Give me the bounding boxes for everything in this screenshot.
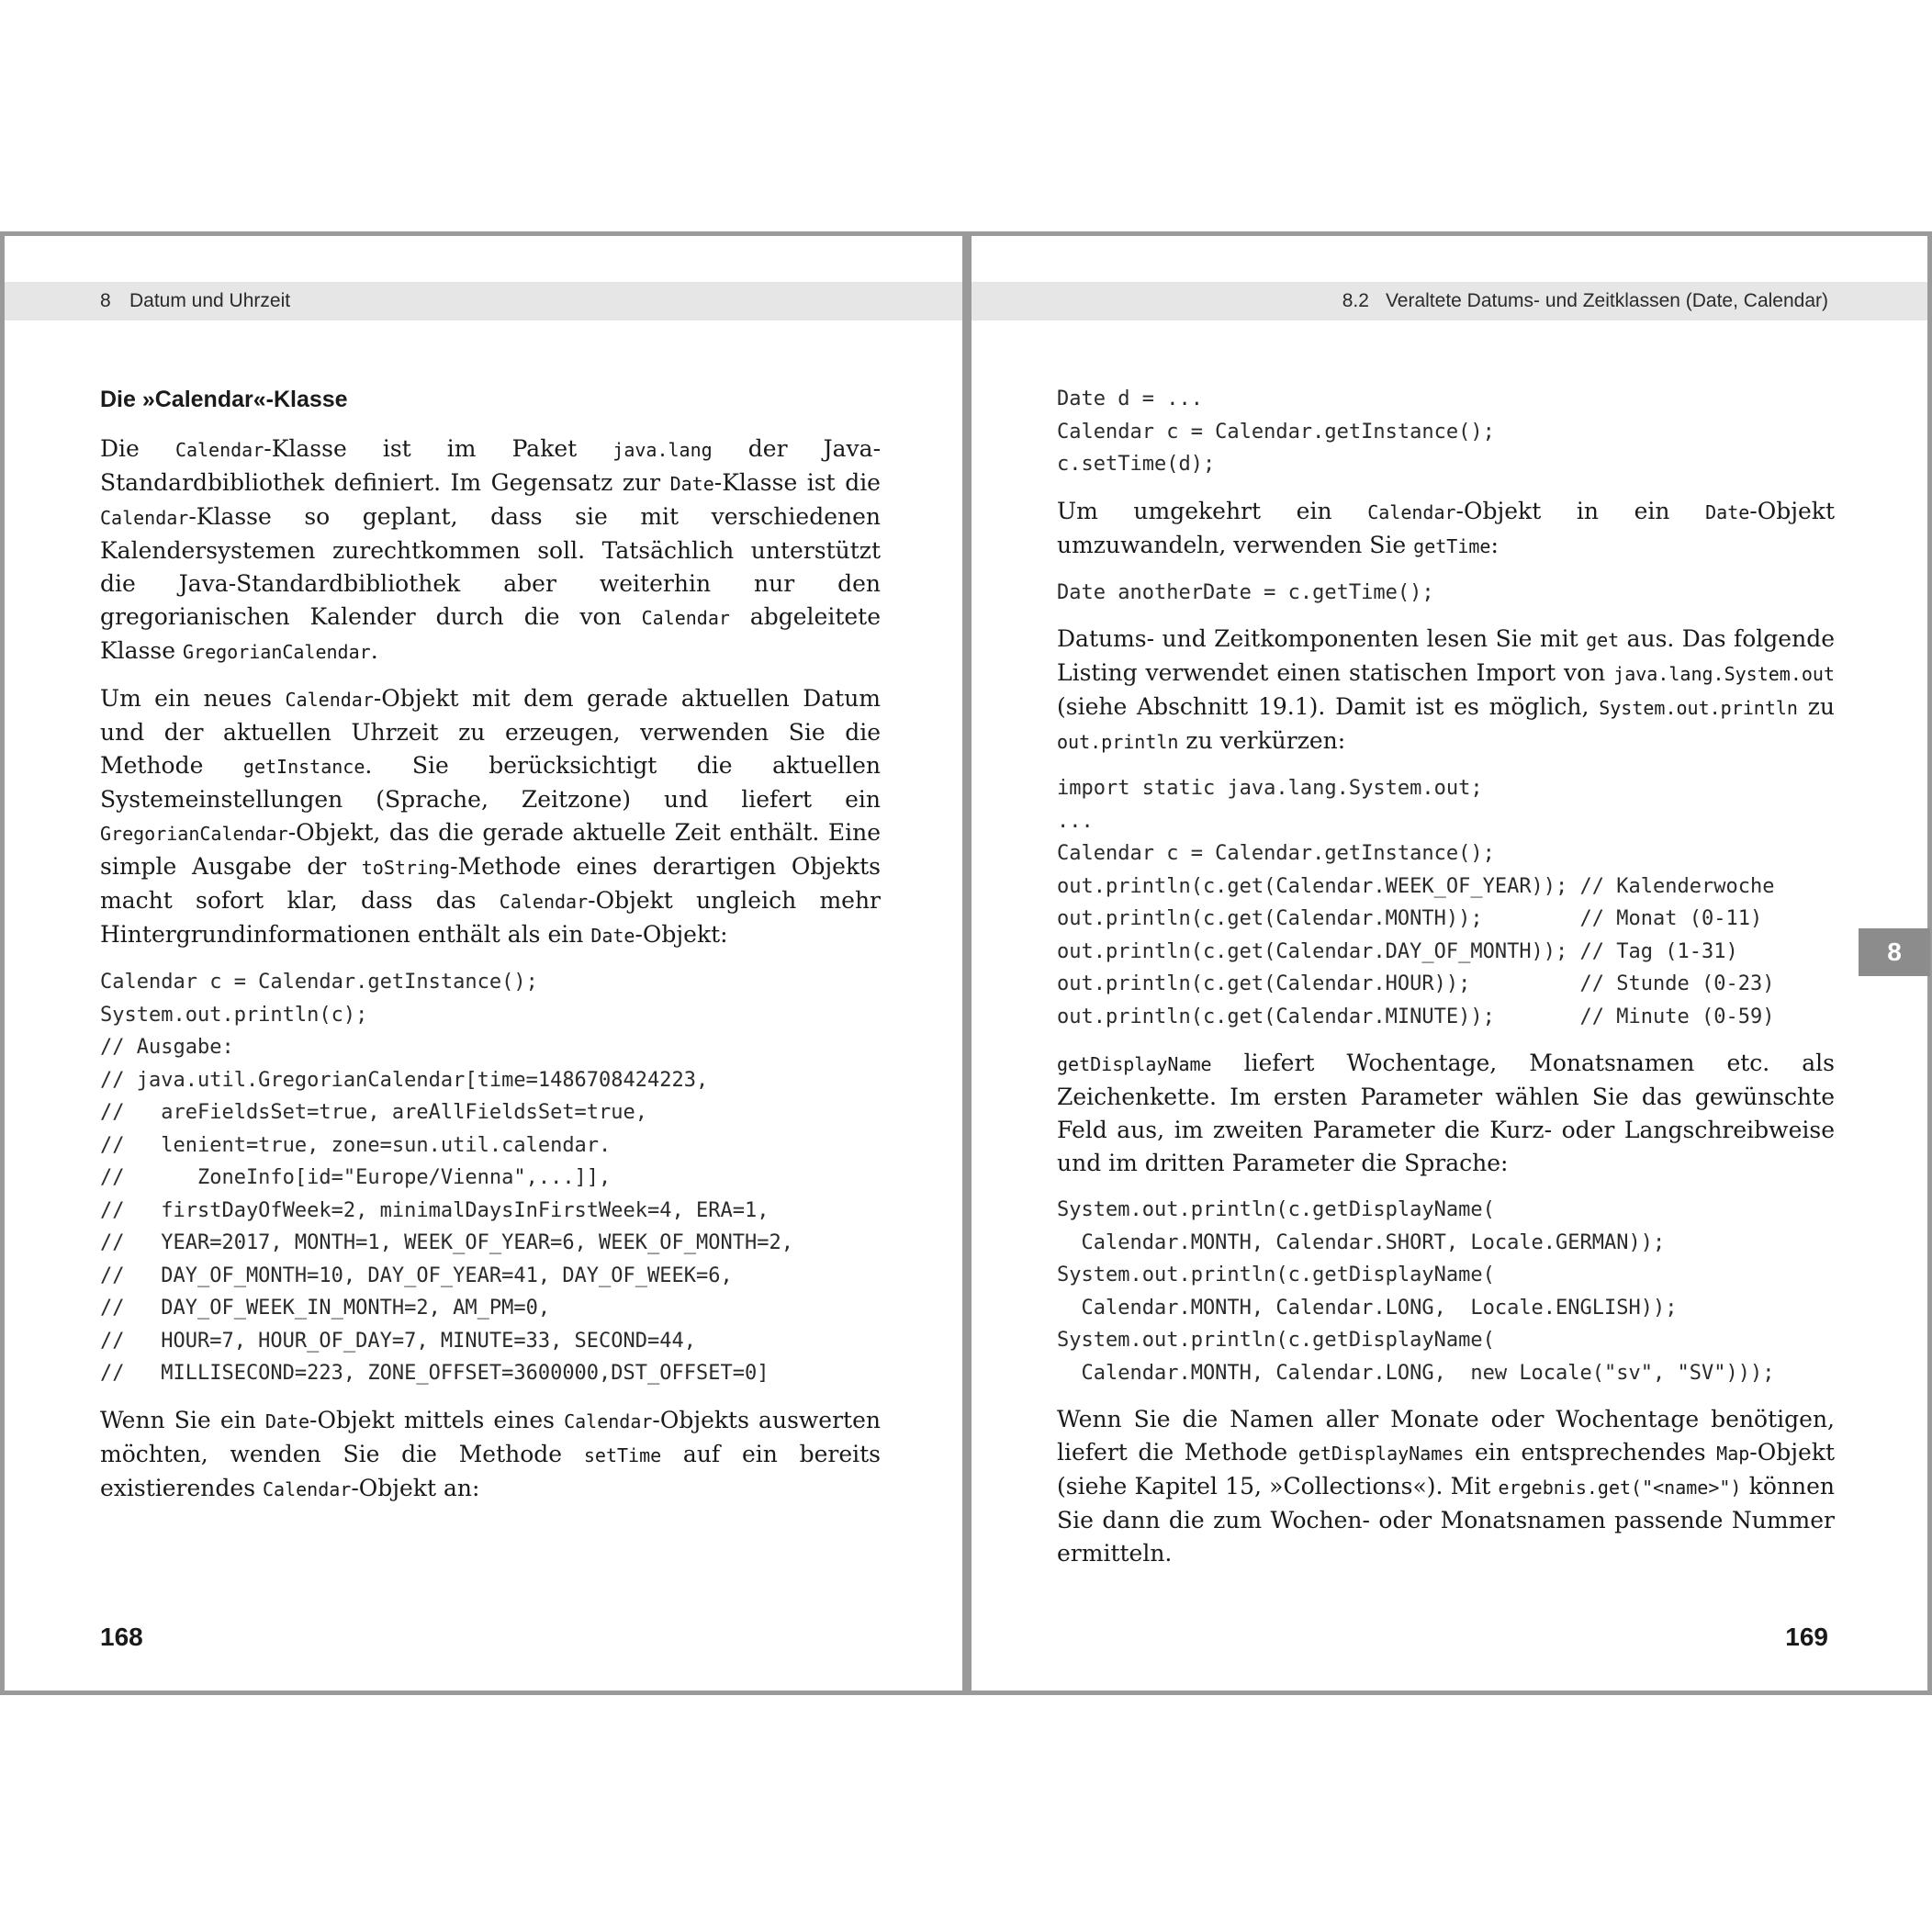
code-line: System.out.println(c); xyxy=(100,1003,368,1027)
chapter-title: Datum und Uhrzeit xyxy=(129,290,291,311)
paragraph: getDisplayName liefert Wochentage, Monatsnamen etc. als Zeichenkette. Im ersten Parameter wählen Sie das gewünschte Feld aus, im zweiten Parameter die Kurz- oder Langschreibweise und im dritten Parameter die Sprache: xyxy=(1057,1050,1835,1176)
code-line: // firstDayOfWeek=2, minimalDaysInFirstWeek=4, ERA=1, xyxy=(100,1198,769,1222)
code-listing xyxy=(1057,577,1835,610)
left-page xyxy=(0,231,967,1695)
page-number: 169 xyxy=(1785,1623,1828,1651)
code-listing xyxy=(100,966,881,1390)
code-line: // lenient=true, zone=sun.util.calendar. xyxy=(100,1133,612,1157)
right-page xyxy=(967,231,1932,1695)
code-line: Calendar c = Calendar.getInstance(); xyxy=(1057,420,1495,444)
page-content xyxy=(1057,383,1835,1584)
code-listing xyxy=(1057,1194,1835,1389)
code-line: Calendar.MONTH, Calendar.SHORT, Locale.GERMAN)); xyxy=(1057,1230,1666,1254)
code-line: out.println(c.get(Calendar.MINUTE)); // Minute (0-59) xyxy=(1057,1005,1775,1028)
code-line: Calendar c = Calendar.getInstance(); xyxy=(1057,842,1495,865)
code-line: ... xyxy=(1057,809,1094,833)
code-line: // DAY_OF_MONTH=10, DAY_OF_YEAR=41, DAY_OF_WEEK=6, xyxy=(100,1264,733,1287)
paragraph: Um umgekehrt ein Calendar-Objekt in ein Date-Objekt umzuwandeln, verwenden Sie getTime: xyxy=(1057,497,1835,558)
section-number: 8.2 xyxy=(1342,290,1369,311)
code-line: // areFieldsSet=true, areAllFieldsSet=true, xyxy=(100,1101,648,1124)
code-line: out.println(c.get(Calendar.MONTH)); // Monat (0-11) xyxy=(1057,907,1763,930)
code-line: Calendar c = Calendar.getInstance(); xyxy=(100,971,538,994)
paragraph: Wenn Sie ein Date-Objekt mittels eines Calendar-Objekts auswerten möchten, wenden Sie die Methode setTime auf ein bereits existierendes Calendar-Objekt an: xyxy=(100,1406,882,1501)
code-line: // Ausgabe: xyxy=(100,1036,234,1059)
code-line: // YEAR=2017, MONTH=1, WEEK_OF_YEAR=6, WEEK_OF_MONTH=2, xyxy=(100,1231,793,1254)
chapter-thumb-tab: 8 xyxy=(1859,928,1930,976)
chapter-number: 8 xyxy=(100,290,111,311)
code-listing xyxy=(1057,383,1835,481)
section-title: Die »Calendar«-Klasse xyxy=(100,387,348,412)
code-line: out.println(c.get(Calendar.WEEK_OF_YEAR)); // Kalenderwoche xyxy=(1057,874,1775,898)
code-line: System.out.println(c.getDisplayName( xyxy=(1057,1329,1495,1352)
code-listing xyxy=(1057,772,1835,1033)
code-line: System.out.println(c.getDisplayName( xyxy=(1057,1264,1495,1286)
paragraph: Wenn Sie die Namen aller Monate oder Wochentage benötigen, liefert die Methode getDisplayNames ein entsprechendes Map-Objekt (siehe Kapitel 15, »Collections«). Mit ergebnis.get("<name>") können Sie dann die zum Wochen- oder Monatsnamen passende Nummer ermitteln. xyxy=(1057,1406,1835,1567)
code-line: Calendar.MONTH, Calendar.LONG, Locale.ENGLISH)); xyxy=(1057,1296,1678,1320)
book-spread xyxy=(0,231,1932,1701)
code-line: c.setTime(d); xyxy=(1057,453,1216,476)
code-line: // ZoneInfo[id="Europe/Vienna",...]], xyxy=(100,1166,612,1189)
code-line: out.println(c.get(Calendar.DAY_OF_MONTH)); // Tag (1-31) xyxy=(1057,939,1738,963)
code-line: // MILLISECOND=223, ZONE_OFFSET=3600000,DST_OFFSET=0] xyxy=(100,1362,769,1385)
code-line: // DAY_OF_WEEK_IN_MONTH=2, AM_PM=0, xyxy=(100,1297,551,1320)
paragraph: Datums- und Zeitkomponenten lesen Sie mit get aus. Das folgende Listing verwendet einen statischen Import von java.lang.System.out (siehe Abschnitt 19.1). Damit ist es möglich, System.out.println zu out.println zu verkürzen: xyxy=(1057,625,1835,754)
running-head xyxy=(5,282,962,320)
section-heading: Veraltete Datums- und Zeitklassen (Date, Calendar) xyxy=(1385,290,1828,311)
code-line: // HOUR=7, HOUR_OF_DAY=7, MINUTE=33, SECOND=44, xyxy=(100,1329,697,1353)
code-line: Date d = ... xyxy=(1057,388,1203,410)
running-head xyxy=(972,282,1927,320)
page-content xyxy=(100,383,881,1520)
code-line: Date anotherDate = c.getTime(); xyxy=(1057,580,1434,604)
paragraph: Um ein neues Calendar-Objekt mit dem gerade aktuellen Datum und der aktuellen Uhrzeit zu erzeugen, verwenden Sie die Methode getInstance. Sie berücksichtigt die aktuellen Systemeinstellungen (Sprache, Zeitzone) und liefert ein GregorianCalendar-Objekt, das die gerade aktuelle Zeit enthält. Eine simple Ausgabe der toString-Methode eines derartigen Objekts macht sofort klar, dass das Calendar-Objekt ungleich mehr Hintergrundinformationen enthält als ein Date-Objekt: xyxy=(100,685,881,948)
paragraph: Die Calendar-Klasse ist im Paket java.lang der Java-Standardbibliothek definiert. Im Gegensatz zur Date-Klasse ist die Calendar-Klasse so geplant, dass sie mit verschiedenen Kalendersystemen zurechtkommen soll. Tatsächlich unterstützt die Java-Standardbibliothek aber weiterhin nur den gregorianischen Kalender durch die von Calendar abgeleitete Klasse GregorianCalendar. xyxy=(100,435,882,664)
code-line: // java.util.GregorianCalendar[time=1486708424223, xyxy=(100,1068,709,1092)
code-line: out.println(c.get(Calendar.HOUR)); // Stunde (0-23) xyxy=(1057,972,1775,995)
page-number: 168 xyxy=(100,1623,143,1651)
code-line: System.out.println(c.getDisplayName( xyxy=(1057,1198,1495,1221)
code-line: import static java.lang.System.out; xyxy=(1057,777,1483,800)
code-line: Calendar.MONTH, Calendar.LONG, new Locale("sv", "SV"))); xyxy=(1057,1361,1775,1385)
